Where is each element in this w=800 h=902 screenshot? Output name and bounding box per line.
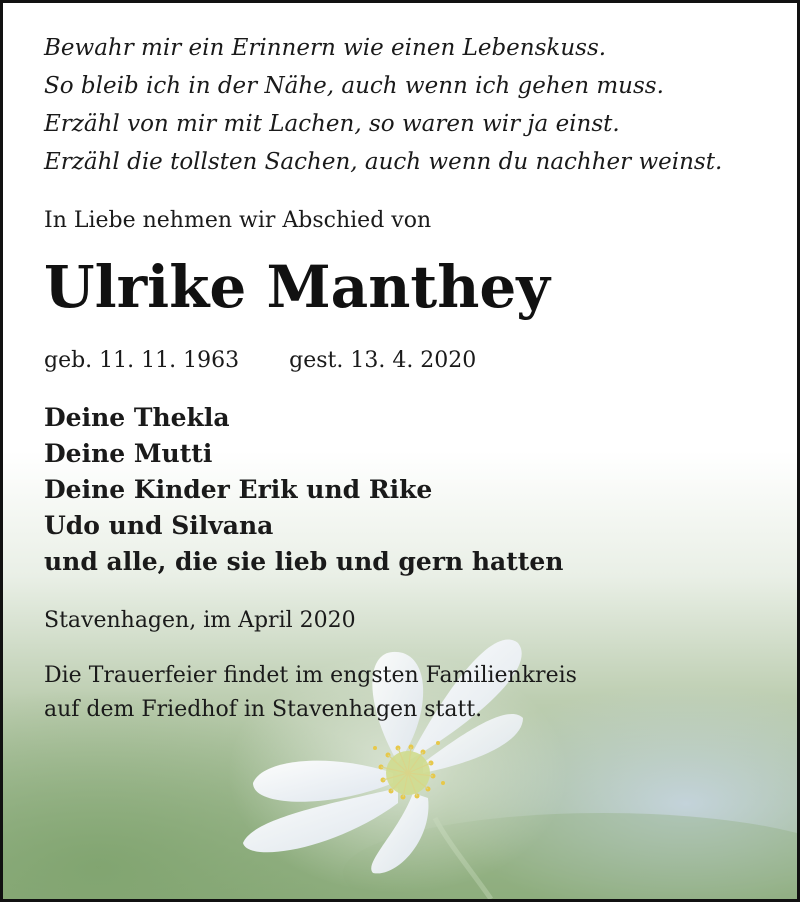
poem-line-3: Erzähl von mir mit Lachen, so waren wir ja einst. [44,111,620,137]
poem-line-1: Bewahr mir ein Erinnern wie einen Lebenskuss. [44,35,607,61]
ceremony-line-2: auf dem Friedhof in Stavenhagen statt. [44,697,483,722]
mourner-3: Deine Kinder Erik und Rike [44,475,433,504]
ceremony-line-1: Die Trauerfeier findet im engsten Familienkreis [44,663,577,688]
mourner-4: Udo und Silvana [44,511,274,540]
mourner-1: Deine Thekla [44,403,230,432]
birth-date: geb. 11. 11. 1963 [44,348,240,373]
deceased-name: Ulrike Manthey [44,253,550,321]
place-date: Stavenhagen, im April 2020 [44,608,356,633]
mourner-2: Deine Mutti [44,439,213,468]
poem-line-2: So bleib ich in der Nähe, auch wenn ich gehen muss. [44,73,664,99]
mourner-5: und alle, die sie lieb und gern hatten [44,547,564,576]
death-date: gest. 13. 4. 2020 [289,348,477,373]
life-dates [44,348,476,373]
intro-text: In Liebe nehmen wir Abschied von [44,208,432,233]
poem-line-4: Erzähl die tollsten Sachen, auch wenn du nachher weinst. [44,149,723,175]
